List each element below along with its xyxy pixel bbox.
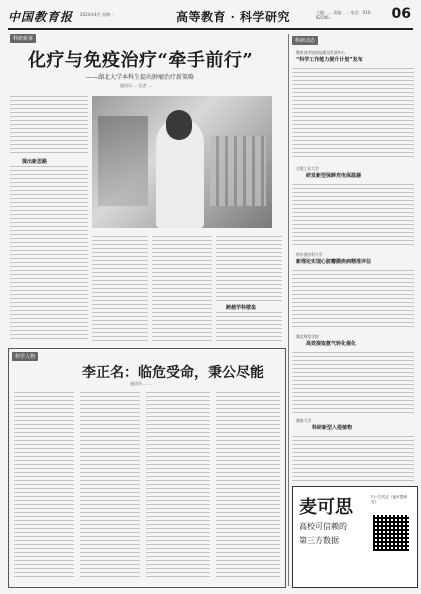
sidebar-item-body bbox=[292, 352, 414, 414]
sidebar-item-kicker: 湖北师范学院 bbox=[296, 334, 319, 339]
sidebar-item-headline: 研发新型保鲜充电保温器 bbox=[306, 173, 362, 179]
page-meta: 主编：… 责编：… 电话：010-82296… bbox=[316, 10, 372, 20]
lead-body-text bbox=[216, 236, 282, 302]
ad-slogan-line1: 高校可信赖的 bbox=[299, 522, 347, 531]
paper-name: 中国教育报 bbox=[8, 10, 74, 24]
sidebar-tag: 科研动态 bbox=[292, 36, 318, 45]
sidebar-item-headline: “科学工作能力提升计划”发布 bbox=[296, 57, 363, 63]
lead-tag: 科研新事 bbox=[10, 34, 36, 43]
qr-code-icon[interactable] bbox=[373, 515, 409, 551]
sidebar-item-headline: 科研新型入侵植物 bbox=[312, 425, 353, 431]
lead-photo bbox=[92, 96, 272, 228]
lead-body-text bbox=[92, 236, 148, 342]
sidebar-item-kicker: 湖南大学 bbox=[296, 418, 312, 423]
lead-headline: 化疗与免疫治疗“牵手前行” bbox=[28, 50, 254, 71]
sidebar-item-headline: 高效提取氨气转化催化 bbox=[306, 341, 357, 347]
ad-brand: 麦可思 bbox=[299, 497, 353, 518]
issue-meta: 2024年4月 星期一 bbox=[80, 12, 114, 17]
sidebar-item-kicker: 教育部学校规划建设发展中心 bbox=[296, 50, 346, 55]
lead-subhead: 提出新思路 bbox=[22, 159, 48, 165]
sidebar-item-body bbox=[292, 184, 414, 246]
feature-body-text bbox=[80, 392, 140, 580]
sidebar-item-kicker: 哈尔滨医科大学 bbox=[296, 252, 323, 257]
sidebar-item-headline: 新理论实现心脏瓣膜疾病精准评估 bbox=[296, 259, 372, 265]
sidebar-item-body bbox=[292, 68, 414, 160]
sidebar-item-body bbox=[292, 436, 414, 482]
advertisement bbox=[292, 486, 418, 588]
sidebar-item-body bbox=[292, 270, 414, 330]
lead-body-text bbox=[10, 166, 88, 342]
feature-headline: 李正名：临危受命，秉公尽能 bbox=[82, 365, 264, 381]
lead-body-text bbox=[10, 96, 88, 156]
lead-byline: 通讯员 … 记者 … bbox=[120, 83, 152, 88]
feature-byline: 通讯员 … … bbox=[130, 381, 153, 386]
lead-body-text bbox=[216, 312, 282, 342]
feature-body-text bbox=[14, 392, 74, 580]
section-title: 高等教育 · 科学研究 bbox=[176, 10, 291, 24]
feature-body-text bbox=[216, 392, 280, 580]
masthead bbox=[8, 6, 413, 30]
page-number: 06 bbox=[391, 6, 411, 22]
ad-note: 扫一扫关注《麦可思研究》 bbox=[371, 495, 407, 504]
feature-body-text bbox=[146, 392, 210, 580]
feature-tag: 科学人物 bbox=[12, 352, 38, 361]
lead-subtitle: ——湖北大学本科生提出肿瘤治疗新策略 bbox=[86, 74, 195, 81]
lead-body-text bbox=[152, 236, 212, 342]
lead-subhead: 跨越学科壁垒 bbox=[226, 305, 257, 311]
ad-slogan-line2: 第三方数据 bbox=[299, 536, 339, 545]
sidebar-item-kicker: 合肥工业大学 bbox=[296, 166, 319, 171]
